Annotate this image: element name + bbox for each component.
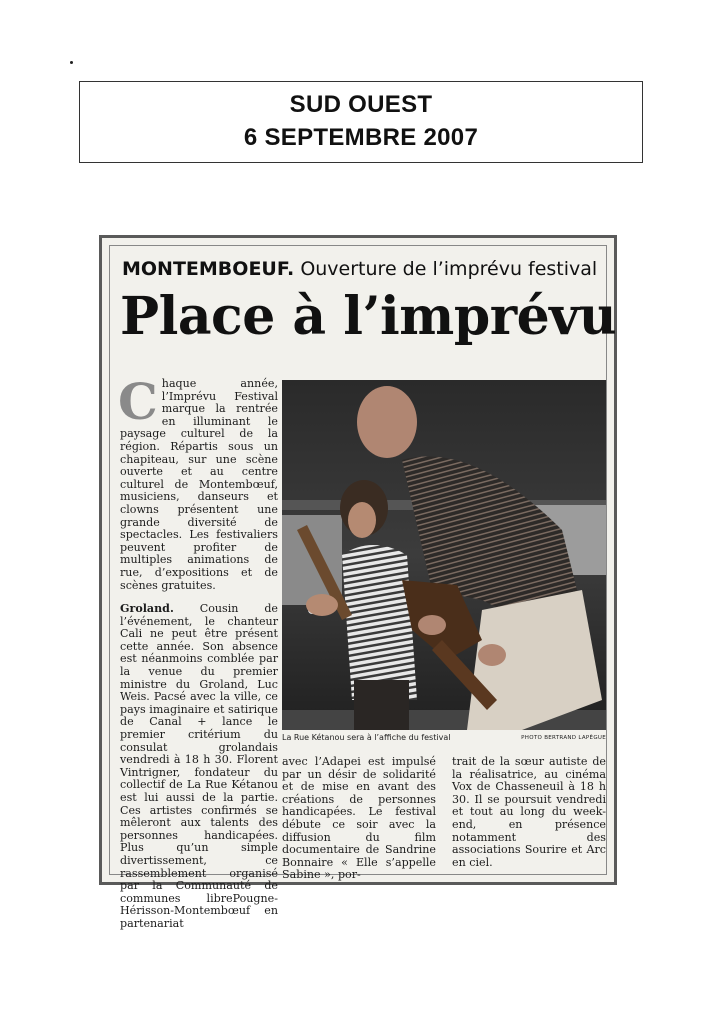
photo-musicians-illustration xyxy=(282,380,606,730)
kicker-town: MONTEMBOEUF. xyxy=(122,258,295,280)
newspaper-name: SUD OUEST xyxy=(289,91,433,118)
article-column-left xyxy=(118,372,278,942)
drop-cap: C xyxy=(118,372,158,431)
kicker-text: Ouverture de l’imprévu festival xyxy=(300,258,598,280)
article-photo xyxy=(282,380,606,730)
article-headline: Place à l’imprévu xyxy=(120,286,617,347)
paragraph-groland xyxy=(120,603,278,930)
paragraph-lead-word: Groland. xyxy=(120,602,174,616)
newspaper-header-box xyxy=(79,81,643,163)
photo-caption xyxy=(282,733,606,742)
article-column-right xyxy=(452,756,606,869)
article-kicker xyxy=(122,258,597,280)
paragraph-col3: trait de la sœur autiste de la réalisatrice, au cinéma Vox de Chasseneuil à 18 h 30. Il se poursuit vendredi et tout au long du week-end, en présence notamment des associations Sourire et Arc en ciel. xyxy=(452,755,606,869)
publication-date: 6 SEPTEMBRE 2007 xyxy=(243,124,479,151)
article-inner-frame xyxy=(109,245,617,930)
scan-speck xyxy=(70,61,73,64)
paragraph-col2: avec l’Adapei est impulsé par un désir de solidarité et de mise en avant des créations de personnes handicapées. Le festival débute ce soir avec la diffusion du film documentaire de Sandrine Bonnaire « Elle s’appelle Sabine », por- xyxy=(282,755,436,882)
article-column-middle xyxy=(282,756,436,882)
paragraph-intro-text: haque année, l’Imprévu Festival marque la rentrée en illuminant le paysage culturel de la région. Répartis sous un chapiteau, sur une scène ouverte et au centre culturel de Montembœuf, musiciens, danseurs et clowns présentent une grande diversité de spectacles. Les festivaliers peuvent profiter de multiples animations de rue, d’expositions et de scènes gratuites. xyxy=(120,377,278,592)
article-clipping xyxy=(99,235,617,930)
paragraph-intro xyxy=(118,372,278,592)
paragraph-groland-text: Cousin de l’événement, le chanteur Cali ne peut être présent cette année. Son absence est néanmoins comblée par la venue du premier ministre du Groland, Luc Weis. Pacsé avec la ville, ce pays imaginaire et satirique de Canal + lance le premier critérium du consulat grolandais vendredi à 18 h 30. Florent Vintrigner, fondateur du collectif de La Rue Kétanou est lui aussi de la partie. Ces artistes confirmés se mêleront aux talents des personnes handicapées. Plus qu’un simple divertissement, ce rassemblement organisé par la Communauté de communes librePougne-Hérisson-Montembœuf en partenariat xyxy=(120,602,278,930)
caption-text: La Rue Kétanou sera à l’affiche du festival xyxy=(282,733,451,742)
photo-credit: PHOTO BERTRAND LAPÈGUE xyxy=(521,735,606,741)
